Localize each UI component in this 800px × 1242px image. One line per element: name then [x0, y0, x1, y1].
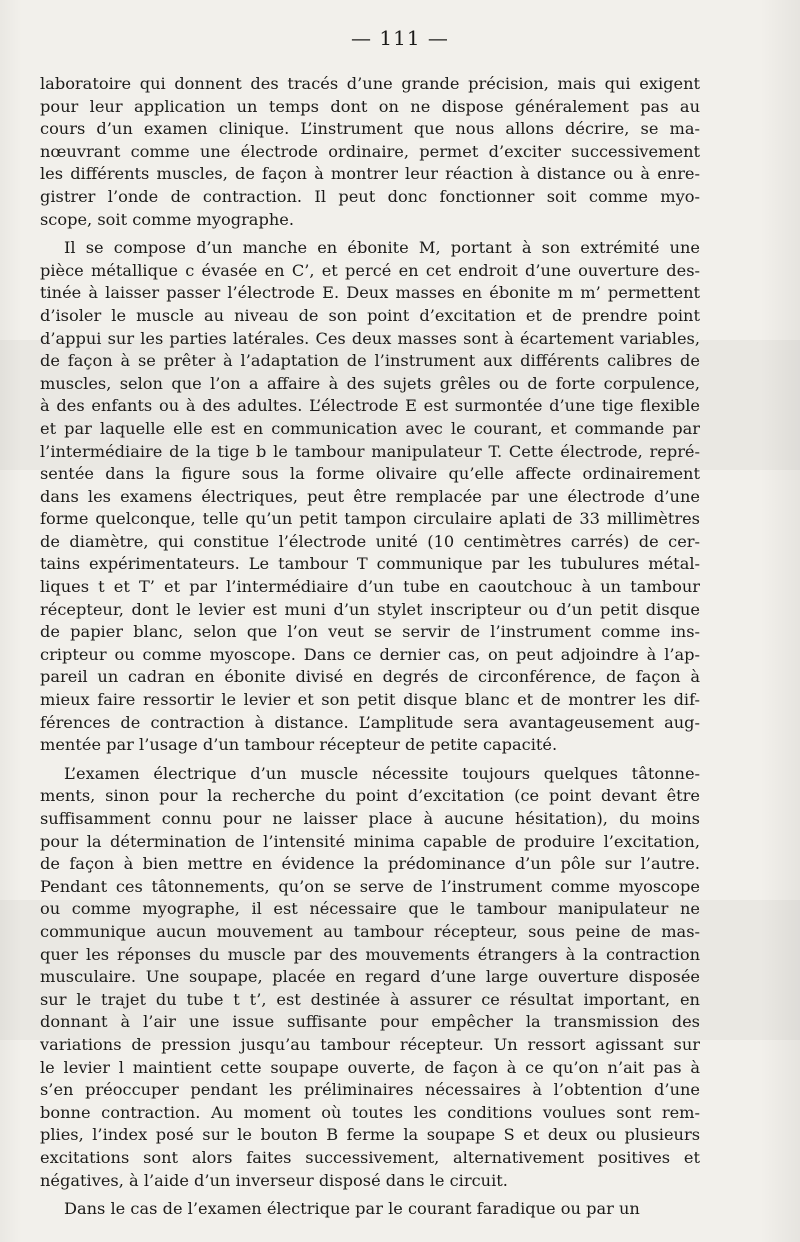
text-line: quer les réponses du muscle par des mouvements étrangers à la contraction [40, 944, 700, 964]
paragraph [40, 73, 700, 231]
text-line: les différents muscles, de façon à montrer leur réaction à distance ou à enre- [40, 164, 700, 184]
text-line: pareil un cadran en ébonite divisé en degrés de circonférence, de façon à [40, 667, 700, 687]
text-line: de façon à bien mettre en évidence la prédominance d’un pôle sur l’autre. [40, 854, 700, 874]
text-line: négatives, à l’aide d’un inverseur disposé dans le circuit. [40, 1170, 508, 1190]
text-line: d’appui sur les parties latérales. Ces deux masses sont à écartement variables, [40, 328, 700, 348]
text-line: plies, l’index posé sur le bouton B ferme la soupape S et deux ou plusieurs [40, 1125, 700, 1145]
text-line: d’isoler le muscle au niveau de son point d’excitation et de prendre point [40, 305, 700, 325]
text-line: gistrer l’onde de contraction. Il peut donc fonctionner soit comme myo- [40, 186, 700, 206]
paragraph [40, 237, 700, 757]
text-line: musculaire. Une soupape, placée en regard d’une large ouverture disposée [40, 967, 700, 987]
text-line: pièce métallique c évasée en C’, et percé en cet endroit d’une ouverture des- [40, 260, 700, 280]
text-line: de façon à se prêter à l’adaptation de l’instrument aux différents calibres de [40, 351, 700, 371]
text-line: Pendant ces tâtonnements, qu’on se serve de l’instrument comme myoscope [40, 876, 700, 896]
text-line: à des enfants ou à des adultes. L’électrode E est surmontée d’une tige flexible [40, 396, 700, 416]
body-text [40, 73, 700, 1221]
paragraph [40, 1198, 700, 1221]
text-line: de diamètre, qui constitue l’électrode unité (10 centimètres carrés) de cer- [40, 531, 700, 551]
text-line: récepteur, dont le levier est muni d’un stylet inscripteur ou d’un petit disque [40, 599, 700, 619]
text-line: nœuvrant comme une électrode ordinaire, permet d’exciter successivement [40, 141, 700, 161]
text-line: laboratoire qui donnent des tracés d’une grande précision, mais qui exigent [40, 74, 700, 93]
text-line: le levier l maintient cette soupape ouverte, de façon à ce qu’on n’ait pas à [40, 1057, 700, 1077]
text-line: cripteur ou comme myoscope. Dans ce dernier cas, on peut adjoindre à l’ap- [40, 644, 700, 664]
text-line: Il se compose d’un manche en ébonite M, portant à son extrémité une [64, 238, 700, 258]
text-line: forme quelconque, telle qu’un petit tampon circulaire aplati de 33 millimètres [40, 509, 700, 529]
text-line: excitations sont alors faites successivement, alternativement positives et [40, 1147, 700, 1167]
text-line: donnant à l’air une issue suffisante pour empêcher la transmission des [40, 1012, 700, 1032]
text-line: scope, soit comme myographe. [40, 209, 294, 229]
text-line: s’en préoccuper pendant les préliminaires nécessaires à l’obtention d’une [40, 1080, 700, 1100]
text-line: variations de pression jusqu’au tambour récepteur. Un ressort agissant sur [40, 1034, 700, 1054]
text-line: liques t et T’ et par l’intermédiaire d’un tube en caoutchouc à un tambour [40, 577, 700, 597]
text-line: sur le trajet du tube t t’, est destinée à assurer ce résultat important, en [40, 989, 700, 1009]
text-line: ou comme myographe, il est nécessaire que le tambour manipulateur ne [40, 899, 700, 919]
text-line: communique aucun mouvement au tambour récepteur, sous peine de mas- [40, 921, 700, 941]
text-line: de papier blanc, selon que l’on veut se servir de l’instrument comme ins- [40, 622, 700, 642]
page-number: — 111 — [351, 26, 449, 50]
text-line: et par laquelle elle est en communication avec le courant, et commande par [40, 418, 700, 438]
text-line: bonne contraction. Au moment où toutes les conditions voulues sont rem- [40, 1102, 700, 1122]
text-line: tinée à laisser passer l’électrode E. Deux masses en ébonite m m’ permettent [40, 283, 700, 303]
text-line: mieux faire ressortir le levier et son petit disque blanc et de montrer les dif- [40, 690, 700, 710]
text-line: tains expérimentateurs. Le tambour T communique par les tubulures métal- [40, 554, 700, 574]
text-line: mentée par l’usage d’un tambour récepteur de petite capacité. [40, 735, 558, 755]
text-line: férences de contraction à distance. L’amplitude sera avantageusement aug- [40, 712, 700, 732]
text-line: dans les examens électriques, peut être remplacée par une électrode d’une [40, 486, 700, 506]
text-line: pour la détermination de l’intensité minima capable de produire l’excitation, [40, 831, 700, 851]
text-line: cours d’un examen clinique. L’instrument que nous allons décrire, se ma- [40, 119, 700, 139]
paragraph [40, 763, 700, 1192]
text-line: sentée dans la figure sous la forme olivaire qu’elle affecte ordinairement [40, 464, 700, 484]
text-line: pour leur application un temps dont on ne dispose généralement pas au [40, 96, 700, 116]
text-line: suffisamment connu pour ne laisser place à aucune hésitation), du moins [40, 809, 700, 828]
text-line: Dans le cas de l’examen électrique par le courant faradique ou par un [64, 1199, 640, 1219]
text-line: L’examen électrique d’un muscle nécessite toujours quelques tâtonne- [64, 763, 700, 783]
text-line: l’intermédiaire de la tige b le tambour manipulateur T. Cette électrode, repré- [40, 441, 700, 461]
text-line: ments, sinon pour la recherche du point d’excitation (ce point devant être [40, 786, 700, 806]
text-line: muscles, selon que l’on a affaire à des sujets grêles ou de forte corpulence, [40, 373, 700, 393]
